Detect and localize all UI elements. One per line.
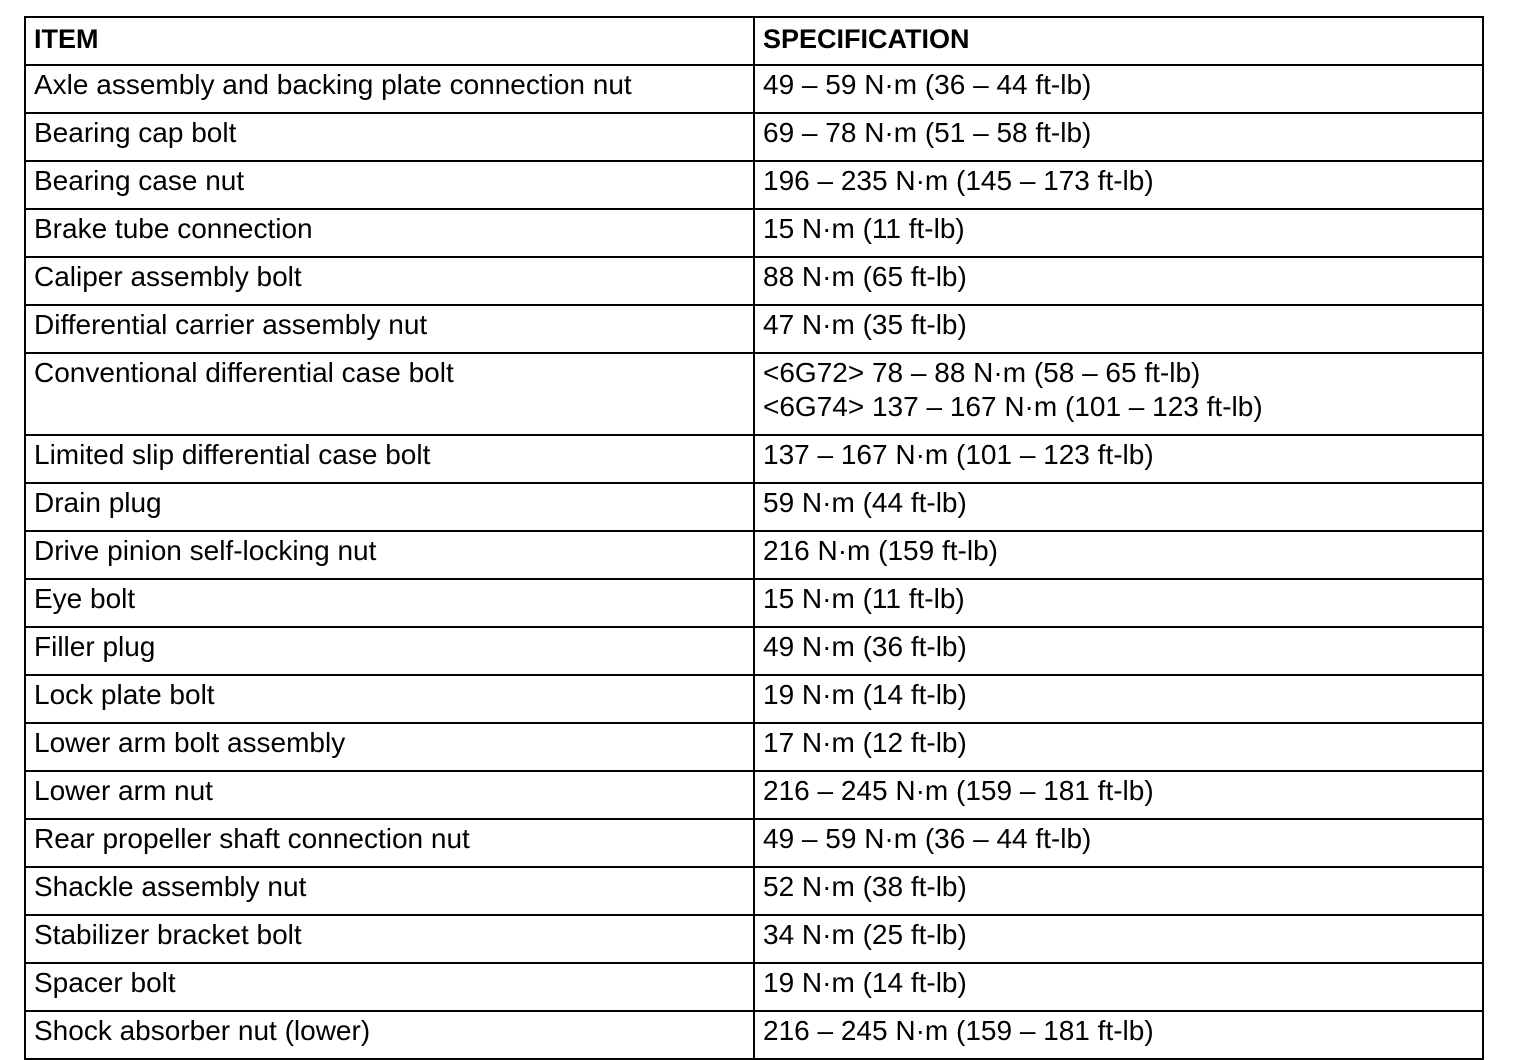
specification-cell [754, 579, 1483, 627]
item-cell: Lower arm bolt assembly [25, 723, 754, 771]
specification-line: 49 N·m (36 ft-lb) [763, 631, 967, 662]
specification-cell [754, 675, 1483, 723]
specification-line: 19 N·m (14 ft-lb) [763, 967, 967, 998]
specification-cell [754, 113, 1483, 161]
specification-cell [754, 257, 1483, 305]
item-cell: Eye bolt [25, 579, 754, 627]
item-cell: Lower arm nut [25, 771, 754, 819]
specification-line: 88 N·m (65 ft-lb) [763, 261, 967, 292]
item-cell: Stabilizer bracket bolt [25, 915, 754, 963]
table-row [25, 353, 1483, 435]
specification-line: 15 N·m (11 ft-lb) [763, 583, 965, 614]
table-row [25, 483, 1483, 531]
specification-line: 216 N·m (159 ft-lb) [763, 535, 998, 566]
specification-cell [754, 209, 1483, 257]
specification-line: 49 – 59 N·m (36 – 44 ft-lb) [763, 823, 1092, 854]
column-header-specification: SPECIFICATION [754, 17, 1483, 65]
specification-cell [754, 161, 1483, 209]
specification-line: 15 N·m (11 ft-lb) [763, 213, 965, 244]
table-row [25, 579, 1483, 627]
specification-line: 34 N·m (25 ft-lb) [763, 919, 967, 950]
specification-cell [754, 305, 1483, 353]
item-cell: Axle assembly and backing plate connection nut [25, 65, 754, 113]
item-cell: Lock plate bolt [25, 675, 754, 723]
specification-line: 52 N·m (38 ft-lb) [763, 871, 967, 902]
specification-line: <6G72> 78 – 88 N·m (58 – 65 ft-lb) [763, 357, 1201, 388]
table-row [25, 627, 1483, 675]
table-row [25, 435, 1483, 483]
item-cell: Drain plug [25, 483, 754, 531]
specification-line: 59 N·m (44 ft-lb) [763, 487, 967, 518]
specification-line: 216 – 245 N·m (159 – 181 ft-lb) [763, 1015, 1154, 1046]
table-row [25, 1011, 1483, 1059]
specification-line: 69 – 78 N·m (51 – 58 ft-lb) [763, 117, 1092, 148]
column-header-item: ITEM [25, 17, 754, 65]
specification-line: 17 N·m (12 ft-lb) [763, 727, 967, 758]
table-row [25, 209, 1483, 257]
specification-cell [754, 1011, 1483, 1059]
item-cell: Bearing case nut [25, 161, 754, 209]
specification-cell [754, 627, 1483, 675]
item-cell: Caliper assembly bolt [25, 257, 754, 305]
torque-spec-table [24, 16, 1484, 1060]
specification-cell [754, 435, 1483, 483]
specification-line: 216 – 245 N·m (159 – 181 ft-lb) [763, 775, 1154, 806]
item-cell: Rear propeller shaft connection nut [25, 819, 754, 867]
table-row [25, 531, 1483, 579]
specification-cell [754, 723, 1483, 771]
item-cell: Differential carrier assembly nut [25, 305, 754, 353]
specification-cell [754, 963, 1483, 1011]
item-cell: Shock absorber nut (lower) [25, 1011, 754, 1059]
specification-cell [754, 483, 1483, 531]
item-cell: Brake tube connection [25, 209, 754, 257]
specification-cell [754, 353, 1483, 435]
table-row [25, 113, 1483, 161]
table-row [25, 915, 1483, 963]
item-cell: Limited slip differential case bolt [25, 435, 754, 483]
specification-cell [754, 819, 1483, 867]
specification-line: <6G74> 137 – 167 N·m (101 – 123 ft-lb) [763, 391, 1263, 422]
table-row [25, 257, 1483, 305]
table-header-row [25, 17, 1483, 65]
specification-cell [754, 915, 1483, 963]
table-row [25, 867, 1483, 915]
item-cell: Bearing cap bolt [25, 113, 754, 161]
table-row [25, 819, 1483, 867]
item-cell: Filler plug [25, 627, 754, 675]
specification-line: 19 N·m (14 ft-lb) [763, 679, 967, 710]
specification-line: 47 N·m (35 ft-lb) [763, 309, 967, 340]
table-body [25, 65, 1483, 1059]
specification-line: 49 – 59 N·m (36 – 44 ft-lb) [763, 69, 1092, 100]
specification-line: 196 – 235 N·m (145 – 173 ft-lb) [763, 165, 1154, 196]
specification-cell [754, 531, 1483, 579]
table-row [25, 161, 1483, 209]
specification-cell [754, 771, 1483, 819]
item-cell: Spacer bolt [25, 963, 754, 1011]
item-cell: Conventional differential case bolt [25, 353, 754, 435]
table-row [25, 963, 1483, 1011]
item-cell: Shackle assembly nut [25, 867, 754, 915]
table-row [25, 305, 1483, 353]
specification-cell [754, 65, 1483, 113]
specification-cell [754, 867, 1483, 915]
table-row [25, 723, 1483, 771]
specification-line: 137 – 167 N·m (101 – 123 ft-lb) [763, 439, 1154, 470]
table-row [25, 675, 1483, 723]
table-row [25, 65, 1483, 113]
item-cell: Drive pinion self-locking nut [25, 531, 754, 579]
table-row [25, 771, 1483, 819]
